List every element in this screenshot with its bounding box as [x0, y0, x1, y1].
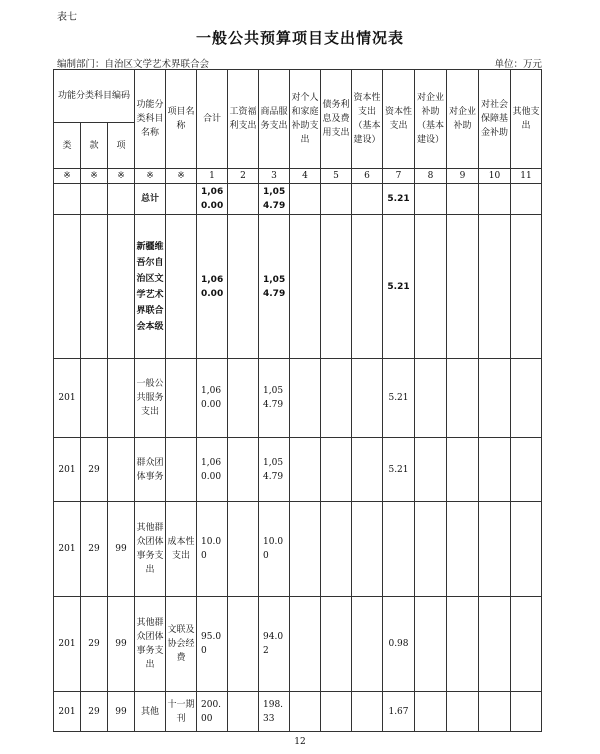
personal-header: 对个人和家庭补助支出	[290, 70, 321, 169]
table-number-label: 表七	[57, 12, 77, 23]
enterprise-subsidy-basic-header: 对企业补助（基本建设）	[415, 70, 447, 169]
table-row: 201 29 群众团体事务 1,060.00 1,054.79 5.21	[54, 438, 542, 502]
social-security-header: 对社会保障基金补助	[479, 70, 511, 169]
goods-header: 商品服务支出	[259, 70, 290, 169]
table-row: 总计 1,060.00 1,054.79 5.21	[54, 184, 542, 215]
table-row: 201 29 99 其他 十一期刊 200.00 198.33 1.67	[54, 692, 542, 732]
money-unit: 单位：万元	[494, 59, 542, 70]
capital-basic-header: 资本性支出（基本建设）	[352, 70, 383, 169]
func-name-header: 功能分类科目名称	[135, 70, 166, 169]
table-row: 201 29 99 其他群众团体事务支出 成本性支出 10.00 10.00	[54, 502, 542, 597]
proj-name-header: 项目名称	[166, 70, 197, 169]
wage-header: 工资福利支出	[228, 70, 259, 169]
table-row: 新疆维吾尔自治区文学艺术界联合会本级 1,060.00 1,054.79 5.21	[54, 215, 542, 359]
xiang-header: 项	[108, 123, 135, 169]
enterprise-subsidy-header: 对企业补助	[447, 70, 479, 169]
expenditure-table	[53, 69, 542, 732]
total-header: 合计	[197, 70, 228, 169]
page-title: 一般公共预算项目支出情况表	[195, 29, 404, 47]
lei-header: 类	[54, 123, 81, 169]
debt-header: 债务利息及费用支出	[321, 70, 352, 169]
capital-header: 资本性支出	[383, 70, 415, 169]
compiling-unit: 编制部门：自治区文学艺术界联合会	[57, 59, 210, 70]
page-number: 12	[294, 737, 306, 747]
index-row: ※ ※ ※ ※ ※ 1 2 3 4 5 6 7 8 9 10 11	[54, 169, 542, 184]
other-header: 其他支出	[511, 70, 542, 169]
kuan-header: 款	[81, 123, 108, 169]
table-row: 201 一般公共服务支出 1,060.00 1,054.79 5.21	[54, 359, 542, 438]
func-code-group-header: 功能分类科目编码	[54, 70, 135, 123]
table-row: 201 29 99 其他群众团体事务支出 文联及协会经费 95.00 94.02 0.98	[54, 597, 542, 692]
